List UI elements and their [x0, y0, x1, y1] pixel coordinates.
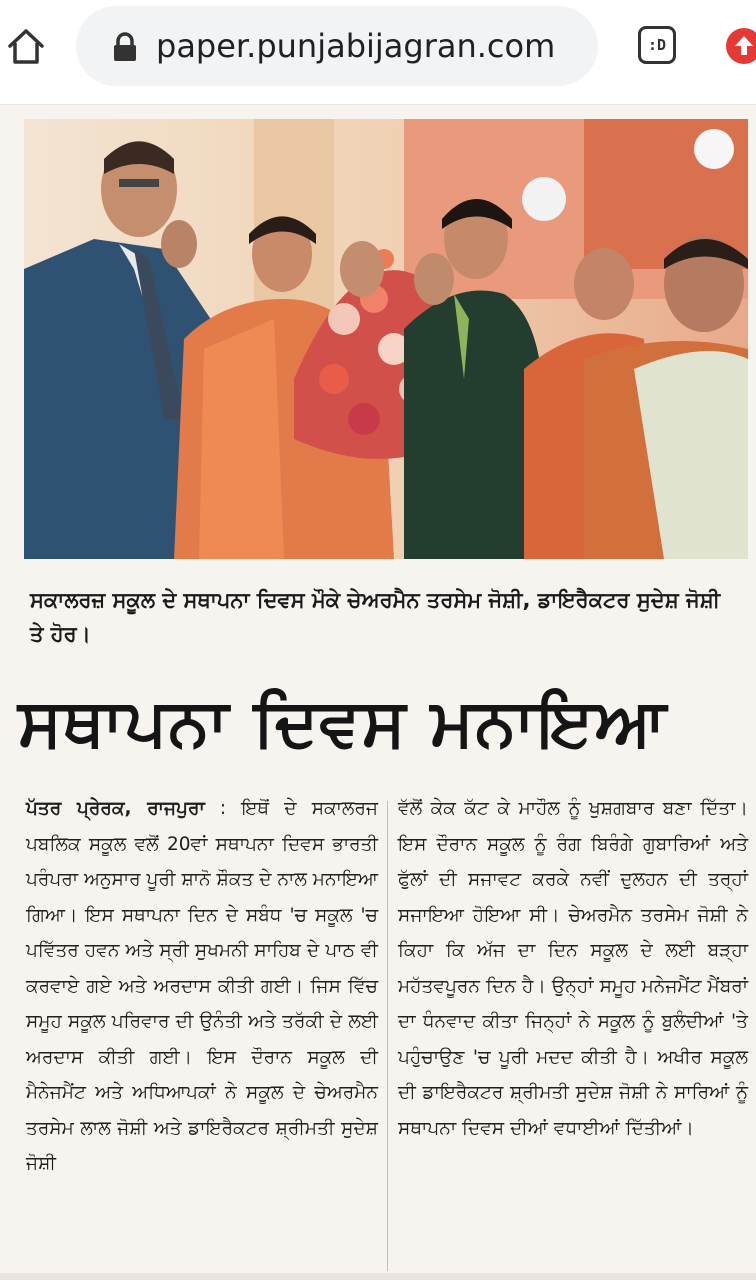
article-text-left: ਇਥੋਂ ਦੇ ਸਕਾਲਰਜ ਪਬਲਿਕ ਸਕੂਲ ਵਲੋਂ 20ਵਾਂ ਸਥਾਪਨਾ ਦਿਵਸ ਭਾਰਤੀ ਪਰੰਪਰਾ ਅਨੁਸਾਰ ਪੂਰੀ ਸ਼ਾਨੋ ਸ਼ੌਕਤ ਦੇ ਨਾਲ ਮਨਾਇਆ ਗਿਆ। ਇਸ ਸਥਾਪਨਾ ਦਿਨ ਦੇ ਸਬੰਧ 'ਚ ਸਕੂਲ 'ਚ ਪਵਿੱਤਰ ਹਵਨ ਅਤੇ ਸ੍ਰੀ ਸੁਖਮਨੀ ਸਾਹਿਬ ਦੇ ਪਾਠ ਵੀ ਕਰਵਾਏ ਗਏ ਅਤੇ ਅਰਦਾਸ ਕੀਤੀ ਗਈ। ਜਿਸ ਵਿੱਚ ਸਮੂਹ ਸਕੂਲ ਪਰਿਵਾਰ ਦੀ ਉਨੰਤੀ ਅਤੇ ਤਰੱਕੀ ਦੇ ਲਈ ਅਰਦਾਸ ਕੀਤੀ ਗਈ। ਇਸ ਦੌਰਾਨ ਸਕੂਲ ਦੀ ਮੈਨੇਜਮੈਂਟ ਅਤੇ ਅਧਿਆਪਕਾਂ ਨੇ ਸਕੂਲ ਦੇ ਚੇਅਰਮੈਨ ਤਰਸੇਮ ਲਾਲ ਜੋਸ਼ੀ ਅਤੇ ਡਾਇਰੈਕਟਰ ਸ਼੍ਰੀਮਤੀ ਸੁਦੇਸ਼ ਜੋਸ਼ੀ	[26, 798, 378, 1174]
photo-caption: ਸਕਾਲਰਜ਼ ਸਕੂਲ ਦੇ ਸਥਾਪਨਾ ਦਿਵਸ ਮੌਕੇ ਚੇਅਰਮੈਨ ਤਰਸੇਮ ਜੋਸ਼ੀ, ਡਾਇਰੈਕਟਰ ਸੁਦੇਸ਼ ਜੋਸ਼ੀ ਤੇ ਹੋਰ।	[30, 588, 721, 646]
url-text[interactable]: paper.punjabijagran.com	[156, 27, 556, 65]
article-text-right: ਵੱਲੋਂ ਕੇਕ ਕੱਟ ਕੇ ਮਾਹੌਲ ਨੂੰ ਖੁਸ਼ਗਬਾਰ ਬਣਾ ਦਿੱਤਾ। ਇਸ ਦੌਰਾਨ ਸਕੂਲ ਨੂੰ ਰੰਗ ਬਿਰੰਗੇ ਗੁਬਾਰਿਆਂ ਅਤੇ ਫੁੱਲਾਂ ਦੀ ਸਜਾਵਟ ਕਰਕੇ ਨਵੀਂ ਦੁਲਹਨ ਦੀ ਤਰ੍ਹਾਂ ਸਜਾਇਆ ਹੋਇਆ ਸੀ। ਚੇਅਰਮੈਨ ਤਰਸੇਮ ਜੋਸ਼ੀ ਨੇ ਕਿਹਾ ਕਿ ਅੱਜ ਦਾ ਦਿਨ ਸਕੂਲ ਦੇ ਲਈ ਬੜ੍ਹਾ ਮਹੱਤਵਪੂਰਨ ਦਿਨ ਹੈ। ਉਨ੍ਹਾਂ ਸਮੂਹ ਮਨੇਜਮੈਂਟ ਮੈਂਬਰਾਂ ਦਾ ਧੰਨਵਾਦ ਕੀਤਾ ਜਿਨ੍ਹਾਂ ਨੇ ਸਕੂਲ ਨੂੰ ਬੁਲੰਦੀਆਂ 'ਤੇ ਪਹੁੰਚਾਉਣ 'ਚ ਪੂਰੀ ਮਦਦ ਕੀਤੀ ਹੈ। ਅਖੀਰ ਸਕੂਲ ਦੀ ਡਾਇਰੈਕਟਰ ਸ਼੍ਰੀਮਤੀ ਸੁਦੇਸ਼ ਜੋਸ਼ੀ ਨੇ ਸਾਰਿਆਂ ਨੂੰ ਸਥਾਪਨਾ ਦਿਵਸ ਦੀਆਂ ਵਧਾਈਆਂ ਦਿੱਤੀਆਂ।	[398, 798, 748, 1139]
article-column-right	[398, 791, 748, 1146]
column-divider	[387, 801, 388, 1271]
headline: ਸਥਾਪਨਾ ਦਿਵਸ ਮਨਾਇਆ	[18, 684, 668, 761]
page-bottom-strip	[0, 1273, 756, 1280]
browser-toolbar	[0, 0, 756, 105]
home-icon[interactable]	[4, 24, 48, 68]
update-icon[interactable]	[722, 24, 756, 68]
article-column-left	[26, 791, 378, 1182]
byline: ਪੱਤਰ ਪ੍ਰੇਰਕ, ਰਾਜਪੁਰਾ	[26, 798, 205, 819]
address-bar[interactable]	[76, 6, 598, 86]
newspaper-page	[0, 105, 756, 1280]
extension-label: :D	[647, 36, 667, 54]
lock-icon[interactable]	[112, 32, 138, 62]
news-photo	[24, 119, 748, 559]
byline-separator: :	[219, 798, 242, 819]
extension-icon[interactable]	[636, 24, 678, 66]
